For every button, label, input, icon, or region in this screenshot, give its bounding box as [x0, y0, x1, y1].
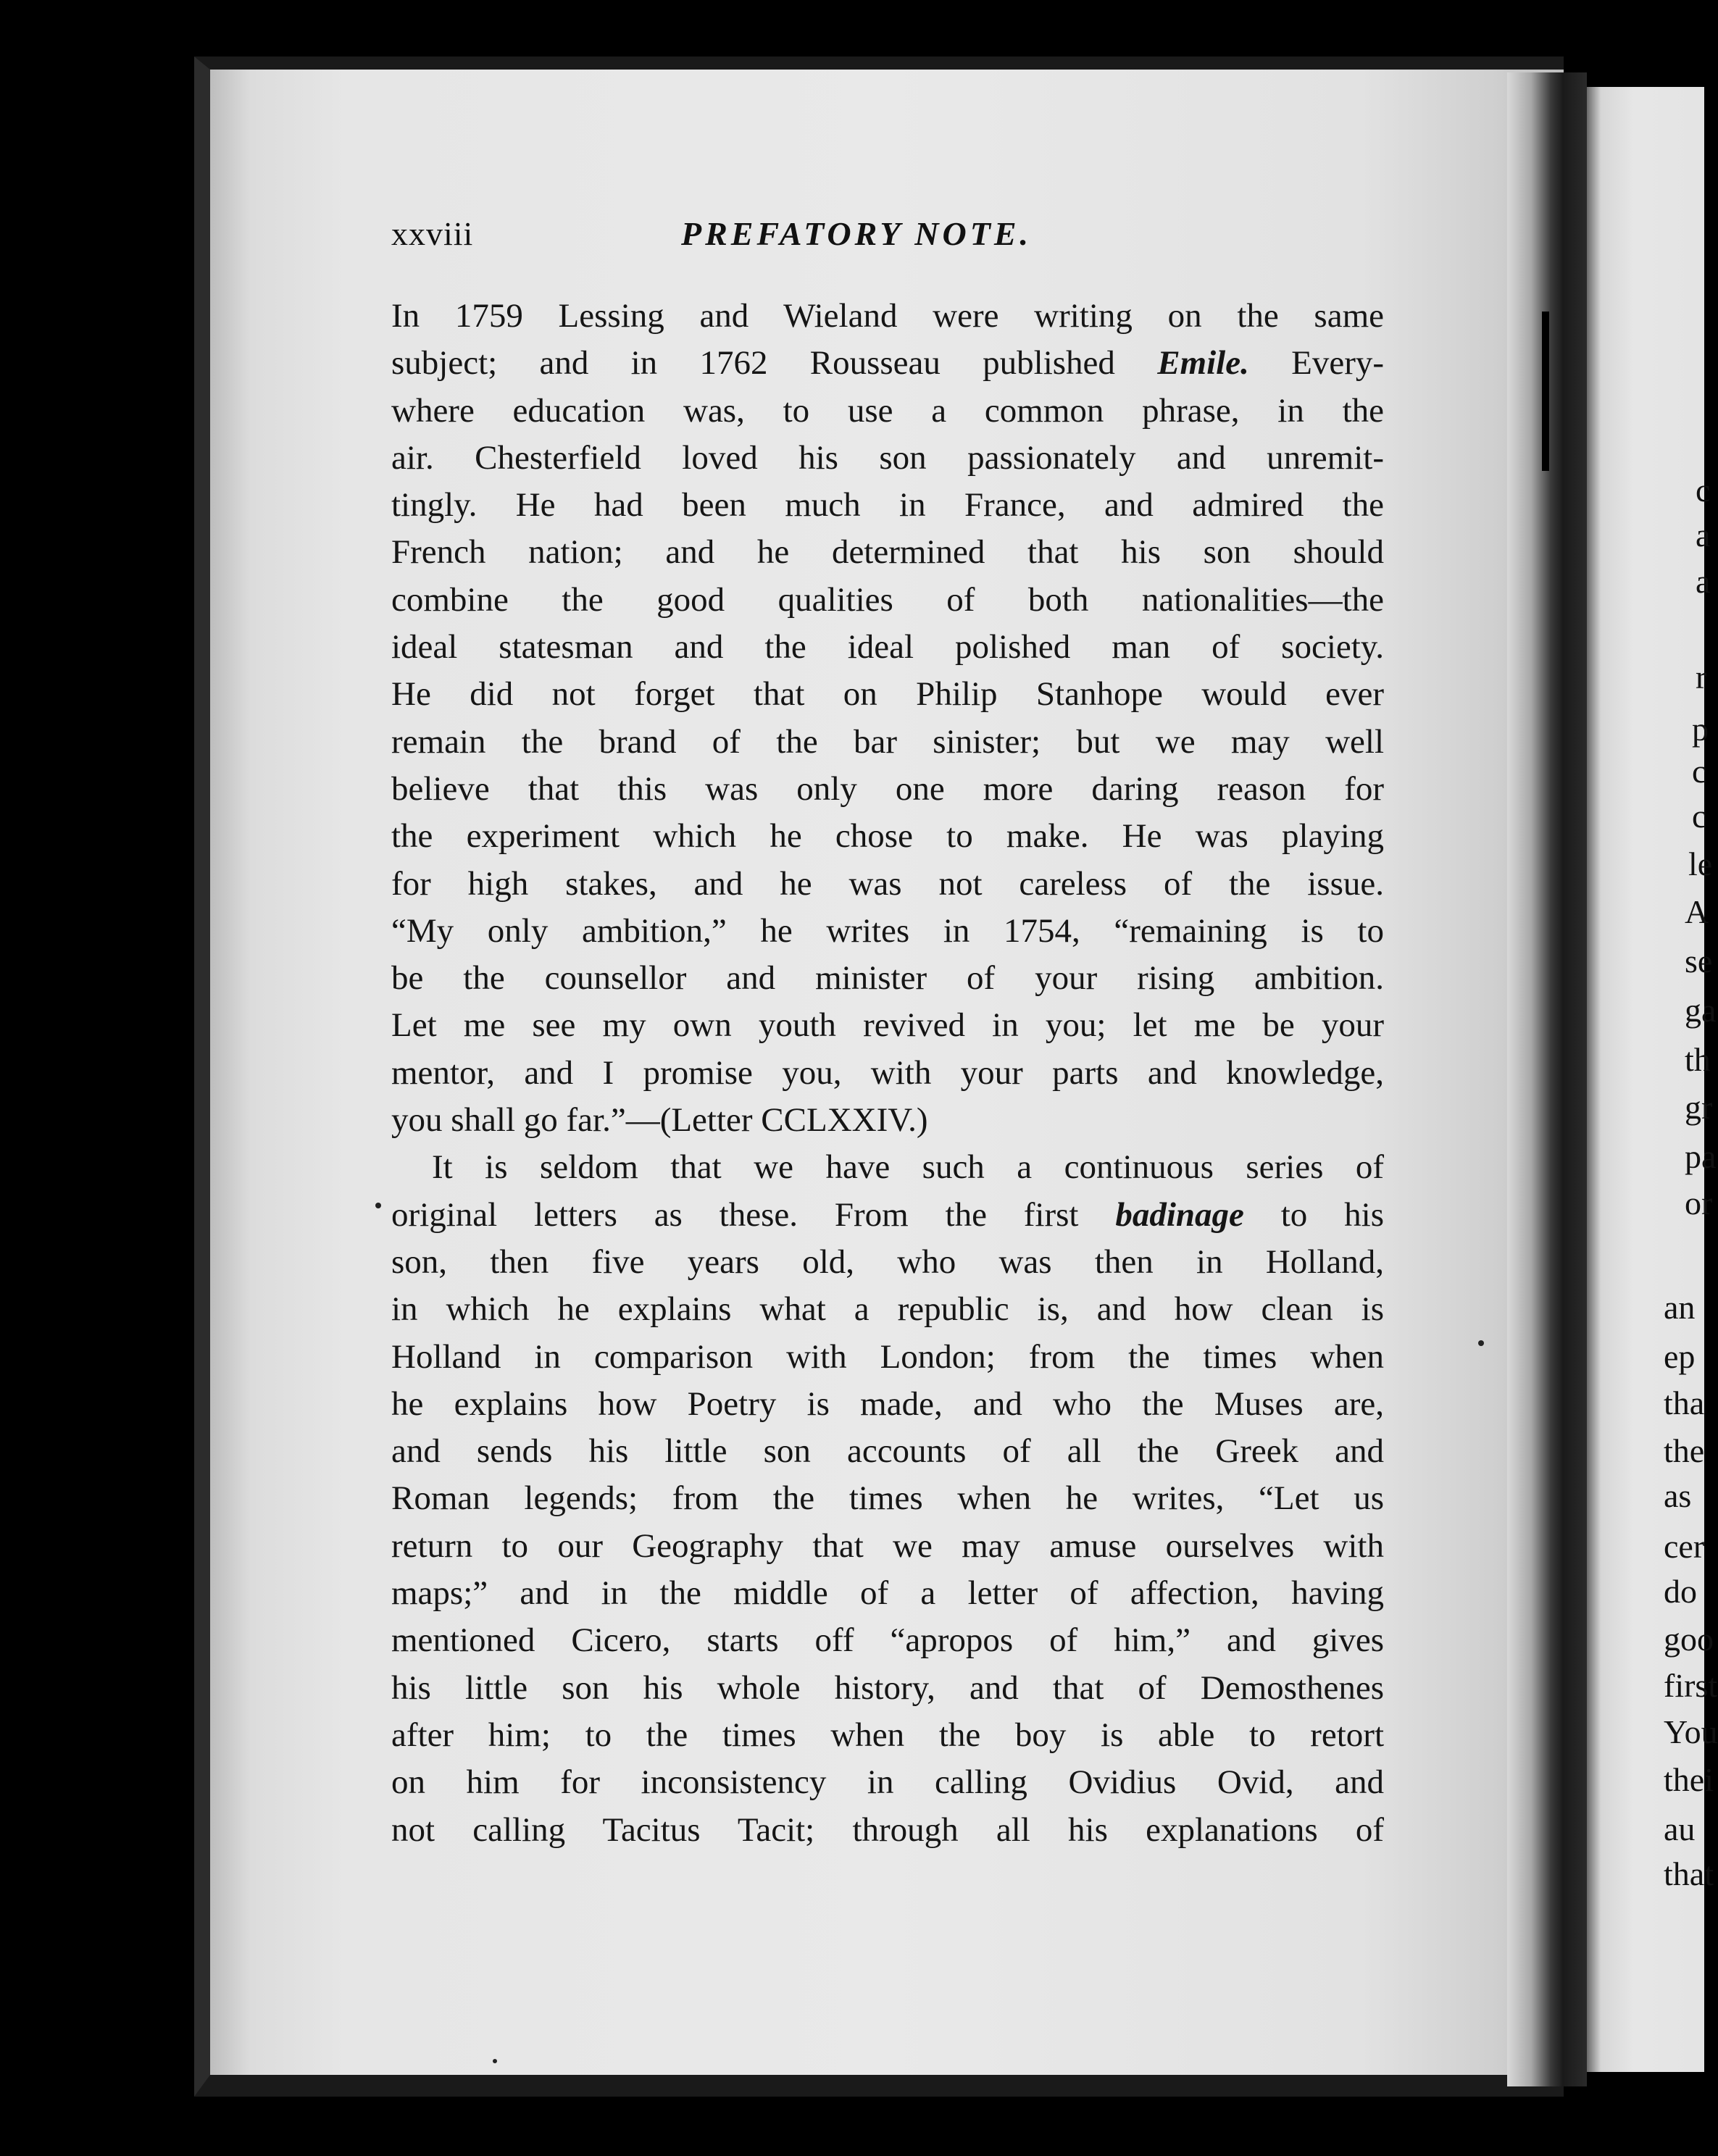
text-run: “My only ambition,” he writes in 1754, “remaining is to: [391, 911, 1384, 950]
text-line: [391, 813, 1384, 860]
text-line: [391, 908, 1384, 955]
facing-page-fragment: gr: [1685, 1089, 1713, 1126]
text-run: Every-: [1248, 344, 1384, 383]
text-line: [391, 1428, 1384, 1475]
facing-page-fragment: cer: [1664, 1528, 1705, 1565]
text-run: mentor, and I promise you, with your parts and knowledge,: [391, 1053, 1384, 1092]
facing-page-fragment: thei: [1664, 1761, 1714, 1798]
text-run: combine the good qualities of both nationalities—the: [391, 580, 1384, 619]
facing-page-fragment: pa: [1685, 1138, 1717, 1175]
text-line: [391, 1381, 1384, 1428]
text-run: It is seldom that we have such a continuous series of: [432, 1148, 1384, 1187]
text-line: [391, 766, 1384, 813]
text-run: on him for inconsistency in calling Ovidius Ovid, and: [391, 1763, 1384, 1802]
facing-page-fragment: a: [1696, 517, 1711, 553]
running-title: PREFATORY NOTE.: [681, 215, 1033, 252]
text-run: for high stakes, and he was not careless of the issue.: [391, 864, 1384, 903]
text-line: [391, 1665, 1384, 1712]
text-line: [391, 1239, 1384, 1286]
text-run: maps;” and in the middle of a letter of affection, having: [391, 1574, 1384, 1613]
text-line: [391, 955, 1384, 1002]
text-line: [391, 1192, 1384, 1239]
text-line: [391, 388, 1384, 435]
italic-text: Emile.: [1157, 344, 1249, 383]
gutter-shadow-mark: [1542, 312, 1549, 471]
text-run: subject; and in 1762 Rousseau published: [391, 344, 1158, 383]
text-line: [391, 529, 1384, 576]
text-line: [391, 1286, 1384, 1333]
facing-page-fragment: c: [1692, 798, 1707, 835]
text-line: [391, 1712, 1384, 1759]
facing-page-fragment: or: [1685, 1184, 1713, 1221]
facing-page-fragment: a: [1696, 563, 1711, 600]
text-line: [391, 1759, 1384, 1806]
facing-page-fragment: that: [1664, 1855, 1714, 1892]
facing-page-fragment: c: [1692, 753, 1707, 790]
facing-page-fragment: se: [1685, 943, 1713, 979]
italic-text: badinage: [1115, 1195, 1244, 1234]
text-run: after him; to the times when the boy is able to retort: [391, 1716, 1384, 1754]
facing-page-fragment: th: [1685, 1041, 1711, 1078]
text-run: son, then five years old, who was then in Holland,: [391, 1242, 1384, 1281]
text-run: where education was, to use a common phrase, in the: [391, 391, 1384, 430]
text-line: [391, 671, 1384, 718]
facing-page-fragment: do: [1664, 1573, 1697, 1610]
text-run: be the counsellor and minister of your rising ambition.: [391, 959, 1384, 998]
text-run: in which he explains what a republic is, and how clean is: [391, 1290, 1384, 1329]
text-run: original letters as these. From the first: [391, 1195, 1116, 1234]
text-run: Holland in comparison with London; from the times when: [391, 1337, 1384, 1376]
text-run: mentioned Cicero, starts off “apropos of him,” and gives: [391, 1621, 1384, 1660]
text-line: [391, 340, 1384, 387]
text-line: [391, 624, 1384, 671]
facing-page-fragment: au: [1664, 1810, 1696, 1847]
facing-page-fragment: first: [1664, 1667, 1718, 1704]
facing-page-fragment: ga: [1685, 992, 1717, 1029]
text-line: [391, 1097, 1384, 1144]
text-run: his little son his whole history, and that of Demosthenes: [391, 1668, 1384, 1707]
facing-page-fragment: le: [1688, 845, 1713, 882]
text-run: In 1759 Lessing and Wieland were writing on the same: [391, 297, 1384, 335]
facing-page-fragment: r: [1696, 659, 1707, 695]
text-run: ideal statesman and the ideal polished man of society.: [391, 628, 1384, 667]
body-text: [391, 293, 1384, 1854]
text-run: to his: [1243, 1195, 1384, 1234]
paragraph: [391, 293, 1384, 1144]
paragraph: [391, 1144, 1384, 1853]
facing-page-fragment: p: [1692, 711, 1709, 748]
page-number: xxviii: [391, 215, 474, 252]
text-run: air. Chesterfield loved his son passionately and unremit-: [391, 438, 1384, 477]
text-line: [391, 861, 1384, 908]
facing-page-fragment: tha: [1664, 1384, 1705, 1421]
text-line: [391, 1334, 1384, 1381]
text-run: Roman legends; from the times when he writes, “Let us: [391, 1479, 1384, 1518]
facing-page-fragment: goo: [1664, 1621, 1714, 1658]
text-line: [391, 1475, 1384, 1522]
text-line: [391, 1570, 1384, 1617]
text-line: [391, 435, 1384, 482]
text-run: He did not forget that on Philip Stanhope would ever: [391, 675, 1384, 714]
facing-page-fragment: an: [1664, 1289, 1696, 1326]
facing-page-fragment: c: [1696, 472, 1711, 509]
facing-page-fragment: A: [1685, 893, 1709, 930]
text-run: French nation; and he determined that his son should: [391, 533, 1384, 572]
ink-speck: [1478, 1340, 1484, 1346]
text-line: [391, 719, 1384, 766]
text-line: [391, 1523, 1384, 1570]
facing-page-fragment: ep: [1664, 1338, 1696, 1375]
page-header: [391, 214, 1406, 258]
text-run: tingly. He had been much in France, and admired the: [391, 486, 1384, 525]
text-run: not calling Tacitus Tacit; through all his explanations of: [391, 1810, 1384, 1849]
facing-page-fragment: the: [1664, 1432, 1705, 1469]
text-run: believe that this was only one more daring reason for: [391, 769, 1384, 808]
text-line: [391, 577, 1384, 624]
text-run: Let me see my own youth revived in you; let me be your: [391, 1006, 1384, 1045]
text-run: and sends his little son accounts of all the Greek and: [391, 1432, 1384, 1471]
text-run: he explains how Poetry is made, and who the Muses are,: [391, 1384, 1384, 1423]
ink-speck: [375, 1203, 381, 1208]
text-line: [391, 1807, 1384, 1854]
text-line: [391, 1144, 1384, 1191]
text-run: remain the brand of the bar sinister; but we may well: [391, 722, 1384, 761]
text-line: [391, 1002, 1384, 1049]
text-line: [391, 1050, 1384, 1097]
text-run: you shall go far.”—(Letter CCLXXIV.): [391, 1101, 928, 1140]
facing-page-fragment: You: [1664, 1713, 1718, 1750]
text-run: return to our Geography that we may amuse ourselves with: [391, 1526, 1384, 1565]
facing-page-fragment: as: [1664, 1477, 1692, 1514]
text-line: [391, 1617, 1384, 1664]
text-run: the experiment which he chose to make. He was playing: [391, 817, 1384, 856]
text-line: [391, 482, 1384, 529]
ink-speck: [493, 2059, 497, 2063]
text-line: [391, 293, 1384, 340]
